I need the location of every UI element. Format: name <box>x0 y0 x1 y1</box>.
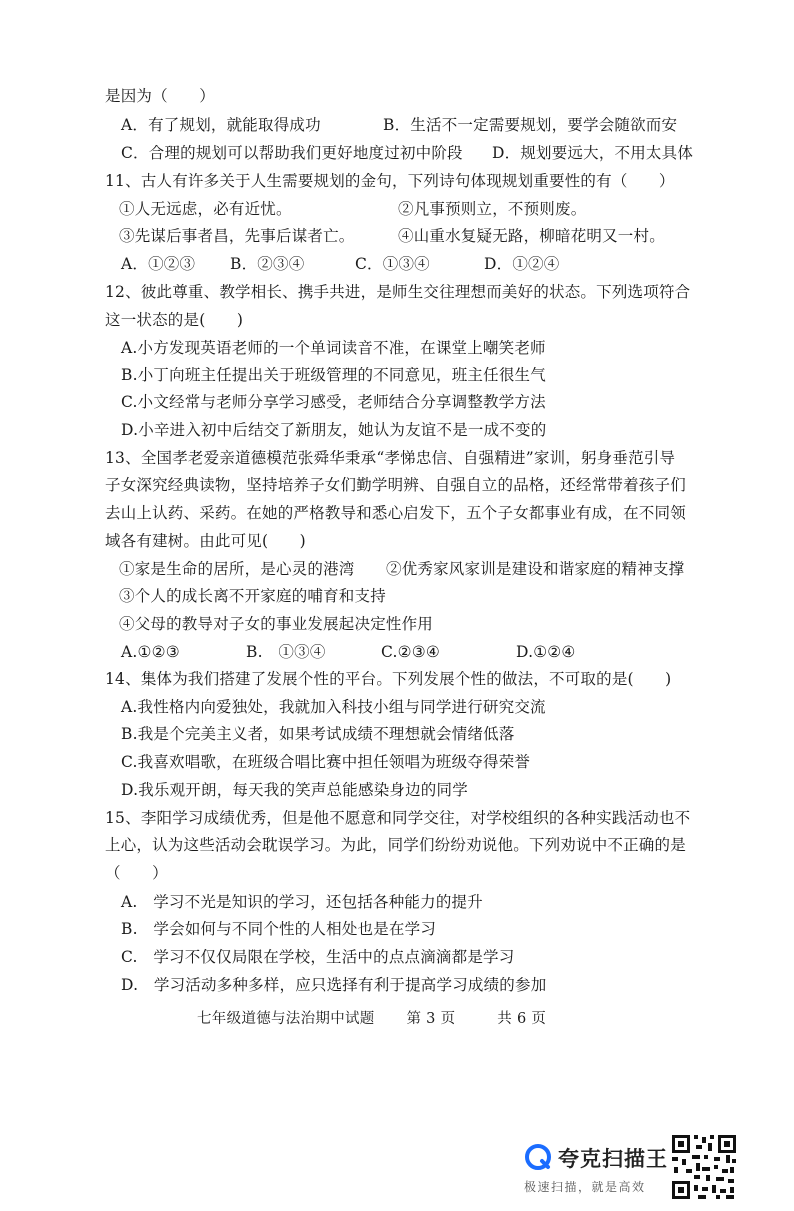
text-line: 去山上认药、采药。在她的严格教导和悉心启发下，五个子女都事业有成，在不同领 <box>105 504 686 522</box>
text-line: 14、集体为我们搭建了发展个性的平台。下列发展个性的做法，不可取的是( ) <box>105 670 672 688</box>
text-line: ①人无远虑，必有近忧。 <box>119 200 292 218</box>
text-line: ①家是生命的居所，是心灵的港湾 <box>119 560 355 578</box>
quark-logo-icon <box>524 1143 552 1171</box>
text-line: C．合理的规划可以帮助我们更好地度过初中阶段 <box>121 144 463 162</box>
text-line: 是因为（ ） <box>105 87 215 105</box>
text-line: ③个人的成长离不开家庭的哺育和支持 <box>119 587 386 605</box>
text-line: ④父母的教导对子女的事业发展起决定性作用 <box>119 615 434 633</box>
text-line: B.小丁向班主任提出关于班级管理的不同意见，班主任很生气 <box>121 366 546 384</box>
text-line: B.我是个完美主义者，如果考试成绩不理想就会情绪低落 <box>121 725 515 743</box>
footer-page-current: 第 3 页 <box>406 1011 456 1027</box>
text-line: D.小辛进入初中后结交了新朋友，她认为友谊不是一成不变的 <box>121 421 547 439</box>
text-line: A.①②③ <box>121 643 180 661</box>
text-line: 12、彼此尊重、教学相长、携手共进，是师生交往理想而美好的状态。下列选项符合 <box>105 283 691 301</box>
text-line: A. 学习不光是知识的学习，还包括各种能力的提升 <box>121 893 483 911</box>
text-line: D．①②④ <box>484 255 560 273</box>
text-line: 13、全国孝老爱亲道德模范张舜华秉承“孝悌忠信、自强精进”家训，躬身垂范引导 <box>105 449 676 467</box>
text-line: 15、李阳学习成绩优秀，但是他不愿意和同学交往，对学校组织的各种实践活动也不 <box>105 809 691 827</box>
text-line: ③先谋后事者昌，先事后谋者亡。 <box>119 227 355 245</box>
text-line: ②凡事预则立，不预则废。 <box>398 200 587 218</box>
text-line: B. 学会如何与不同个性的人相处也是在学习 <box>121 920 437 938</box>
text-line: B. ①③④ <box>246 643 326 661</box>
text-line: D．规划要远大，不用太具体 <box>492 144 694 162</box>
qr-code-icon <box>670 1133 738 1201</box>
text-line: D. 学习活动多种多样，应只选择有利于提高学习成绩的参加 <box>121 976 547 994</box>
text-line: C. 学习不仅仅局限在学校，生活中的点点滴滴都是学习 <box>121 948 515 966</box>
text-line: ④山重水复疑无路，柳暗花明又一村。 <box>398 227 665 245</box>
text-line: D.①②④ <box>516 643 576 661</box>
text-line: A．有了规划，就能取得成功 <box>121 116 321 134</box>
text-line: 域各有建树。由此可见( ) <box>105 532 306 550</box>
text-line: D.我乐观开朗，每天我的笑声总能感染身边的同学 <box>121 781 468 799</box>
text-line: 11、古人有许多关于人生需要规划的金句，下列诗句体现规划重要性的有（ ） <box>105 172 675 190</box>
text-line: 上心，认为这些活动会耽误学习。为此，同学们纷纷劝说他。下列劝说中不正确的是 <box>105 836 686 854</box>
text-line: C．①③④ <box>355 255 430 273</box>
text-line: ②优秀家风家训是建设和谐家庭的精神支撑 <box>386 560 685 578</box>
text-line: （ ） <box>105 864 168 882</box>
text-line: B．生活不一定需要规划，要学会随欲而安 <box>383 116 678 134</box>
text-line: B．②③④ <box>230 255 305 273</box>
scanner-watermark <box>520 1135 670 1205</box>
brand-name: 夸克扫描王 <box>558 1147 668 1171</box>
text-line: A.小方发现英语老师的一个单词读音不准，在课堂上嘲笑老师 <box>121 339 546 357</box>
text-line: C.小文经常与老师分享学习感受，老师结合分享调整教学方法 <box>121 393 546 411</box>
footer-exam-title: 七年级道德与法治期中试题 <box>197 1011 375 1027</box>
page-footer <box>197 1009 546 1029</box>
text-line: 子女深究经典读物，坚持培养子女们勤学明辨、自强自立的品格，还经常带着孩子们 <box>105 476 686 494</box>
text-line: 这一状态的是( ) <box>105 311 244 329</box>
text-line: C.我喜欢唱歌，在班级合唱比赛中担任领唱为班级夺得荣誉 <box>121 753 531 771</box>
brand-slogan: 极速扫描，就是高效 <box>524 1180 646 1194</box>
text-line: C.②③④ <box>381 643 440 661</box>
footer-page-total: 共 6 页 <box>497 1011 547 1027</box>
text-line: A．①②③ <box>121 255 196 273</box>
text-line: A.我性格内向爱独处，我就加入科技小组与同学进行研究交流 <box>121 698 546 716</box>
